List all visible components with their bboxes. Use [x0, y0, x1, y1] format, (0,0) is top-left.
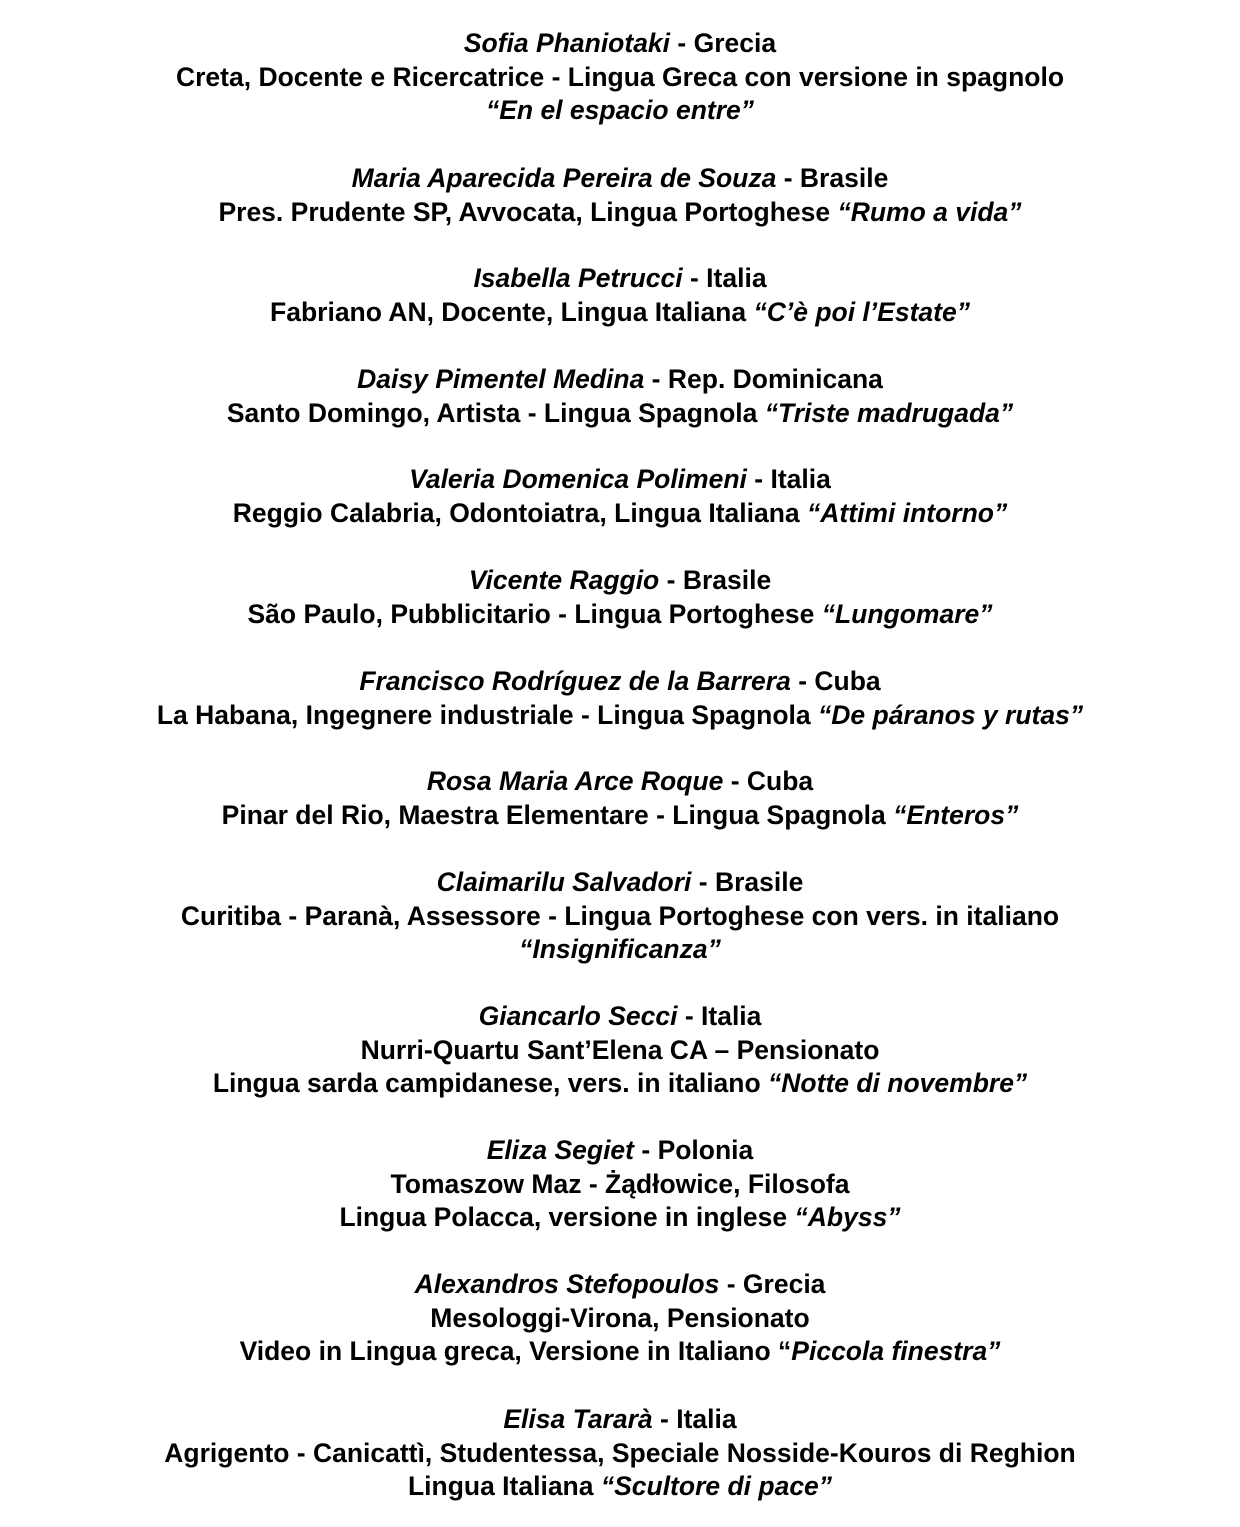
poem-title: “Abyss” [794, 1202, 901, 1233]
participant-entry [0, 262, 1240, 329]
participant-detail [0, 61, 1240, 95]
poem-title: “Insignificanza” [519, 934, 721, 965]
participant-detail [0, 1034, 1240, 1068]
participant-country: Brasile [714, 867, 804, 897]
participant-detail [0, 94, 1240, 128]
poem-title: “Rumo a vida” [837, 196, 1022, 227]
detail-text: Nurri-Quartu Sant’Elena CA – Pensionato [360, 1034, 880, 1065]
detail-text: La Habana, Ingegnere industriale - Lingua Spagnola [156, 699, 819, 730]
participant-name: Giancarlo Secci [478, 1001, 678, 1031]
participant-country: Cuba [746, 766, 814, 796]
participant-entry [0, 27, 1240, 128]
detail-text: Lingua Polacca, versione in inglese [339, 1202, 795, 1233]
participant-country: Brasile [682, 565, 772, 595]
detail-text: Tomaszow Maz - Żądłowice, Filosofa [390, 1168, 850, 1199]
participant-name: Maria Aparecida Pereira de Souza [351, 163, 777, 193]
poem-title: “Attimi intorno” [807, 497, 1008, 528]
detail-text: Lingua Italiana [407, 1471, 601, 1502]
participant-country: Italia [770, 464, 831, 494]
participant-entry [0, 866, 1240, 967]
detail-text: Fabriano AN, Docente, Lingua Italiana [270, 296, 754, 327]
participant-country: Italia [706, 263, 767, 293]
participant-entry [0, 363, 1240, 430]
participant-country: Cuba [814, 666, 881, 696]
participant-entry [0, 1134, 1240, 1235]
detail-text: Creta, Docente e Ricercatrice - Lingua Greca con versione in spagnolo [175, 61, 1065, 92]
participant-name: Daisy Pimentel Medina [357, 364, 645, 394]
participant-entry [0, 765, 1240, 832]
detail-text: São Paulo, Pubblicitario - Lingua Portoghese [247, 598, 822, 629]
participant-detail [0, 196, 1240, 230]
participant-name: Alexandros Stefopoulos [414, 1269, 720, 1299]
poem-title: “C’è poi l’Estate” [753, 296, 970, 327]
participant-entry [0, 1268, 1240, 1369]
detail-text: Agrigento - Canicattì, Studentessa, Speciale Nosside-Kouros di Reghion [164, 1437, 1076, 1468]
detail-text: Curitiba - Paranà, Assessore - Lingua Portoghese con vers. in italiano [180, 900, 1060, 931]
participant-header: Rosa Maria Arce Roque - Cuba [426, 766, 814, 796]
participant-name: Rosa Maria Arce Roque [426, 766, 724, 796]
participant-name: Vicente Raggio [468, 565, 660, 595]
poem-title: “Scultore di pace” [600, 1471, 833, 1502]
participant-detail [0, 296, 1240, 330]
participant-detail [0, 1335, 1240, 1369]
poem-title: Piccola finestra” [791, 1336, 1001, 1367]
participant-name: Claimarilu Salvadori [436, 867, 692, 897]
detail-text: Santo Domingo, Artista - Lingua Spagnola [226, 397, 765, 428]
poem-title: “Notte di novembre” [768, 1068, 1028, 1099]
participant-header: Giancarlo Secci - Italia [478, 1001, 762, 1031]
participant-header: Eliza Segiet - Polonia [486, 1135, 754, 1165]
detail-text: Pres. Prudente SP, Avvocata, Lingua Portoghese [218, 196, 838, 227]
participant-header: Isabella Petrucci - Italia [473, 263, 767, 293]
participant-header: Alexandros Stefopoulos - Grecia [414, 1269, 826, 1299]
participant-detail [0, 799, 1240, 833]
participant-detail [0, 397, 1240, 431]
participant-header: Claimarilu Salvadori - Brasile [436, 867, 804, 897]
participant-country: Italia [676, 1404, 737, 1434]
detail-text: Video in Lingua greca, Versione in Italiano “ [239, 1336, 792, 1367]
participant-entry [0, 162, 1240, 229]
participant-country: Italia [701, 1001, 762, 1031]
participant-name: Francisco Rodríguez de la Barrera [359, 666, 791, 696]
poem-title: “En el espacio entre” [485, 95, 755, 126]
participant-country: Grecia [742, 1269, 826, 1299]
participant-header: Daisy Pimentel Medina - Rep. Dominicana [357, 364, 883, 394]
participant-detail [0, 1302, 1240, 1336]
participant-detail [0, 1470, 1240, 1504]
participant-detail [0, 598, 1240, 632]
participant-header: Francisco Rodríguez de la Barrera - Cuba [359, 666, 881, 696]
participant-detail [0, 1201, 1240, 1235]
participant-country: Brasile [799, 163, 889, 193]
participant-country: Grecia [693, 28, 777, 58]
participant-header: Maria Aparecida Pereira de Souza - Brasile [351, 163, 889, 193]
poem-title: “Lungomare” [821, 598, 993, 629]
participant-detail [0, 933, 1240, 967]
poem-title: “Enteros” [893, 799, 1019, 830]
participant-entry [0, 564, 1240, 631]
poem-title: “Triste madrugada” [764, 397, 1014, 428]
participant-detail [0, 1168, 1240, 1202]
participant-name: Isabella Petrucci [473, 263, 683, 293]
participant-detail [0, 1067, 1240, 1101]
participant-country: Polonia [657, 1135, 754, 1165]
participant-header: Elisa Tararà - Italia [503, 1404, 737, 1434]
participant-detail [0, 699, 1240, 733]
detail-text: Lingua sarda campidanese, vers. in italiano [212, 1068, 769, 1099]
participant-detail [0, 900, 1240, 934]
detail-text: Pinar del Rio, Maestra Elementare - Lingua Spagnola [221, 799, 894, 830]
participant-detail [0, 1437, 1240, 1471]
detail-text: Reggio Calabria, Odontoiatra, Lingua Italiana [232, 497, 808, 528]
participant-name: Eliza Segiet [486, 1135, 634, 1165]
participant-header: Valeria Domenica Polimeni - Italia [409, 464, 831, 494]
participant-header: Vicente Raggio - Brasile [468, 565, 772, 595]
participant-name: Valeria Domenica Polimeni [409, 464, 747, 494]
detail-text: Mesologgi-Virona, Pensionato [430, 1302, 810, 1333]
participant-entry [0, 463, 1240, 530]
participant-name: Elisa Tararà [503, 1404, 653, 1434]
poem-title: “De páranos y rutas” [818, 699, 1084, 730]
participant-header: Sofia Phaniotaki - Grecia [463, 28, 777, 58]
participant-country: Rep. Dominicana [667, 364, 883, 394]
participant-entry [0, 1000, 1240, 1101]
participant-name: Sofia Phaniotaki [463, 28, 671, 58]
participant-detail [0, 497, 1240, 531]
participant-entry [0, 665, 1240, 732]
participant-entry [0, 1403, 1240, 1504]
